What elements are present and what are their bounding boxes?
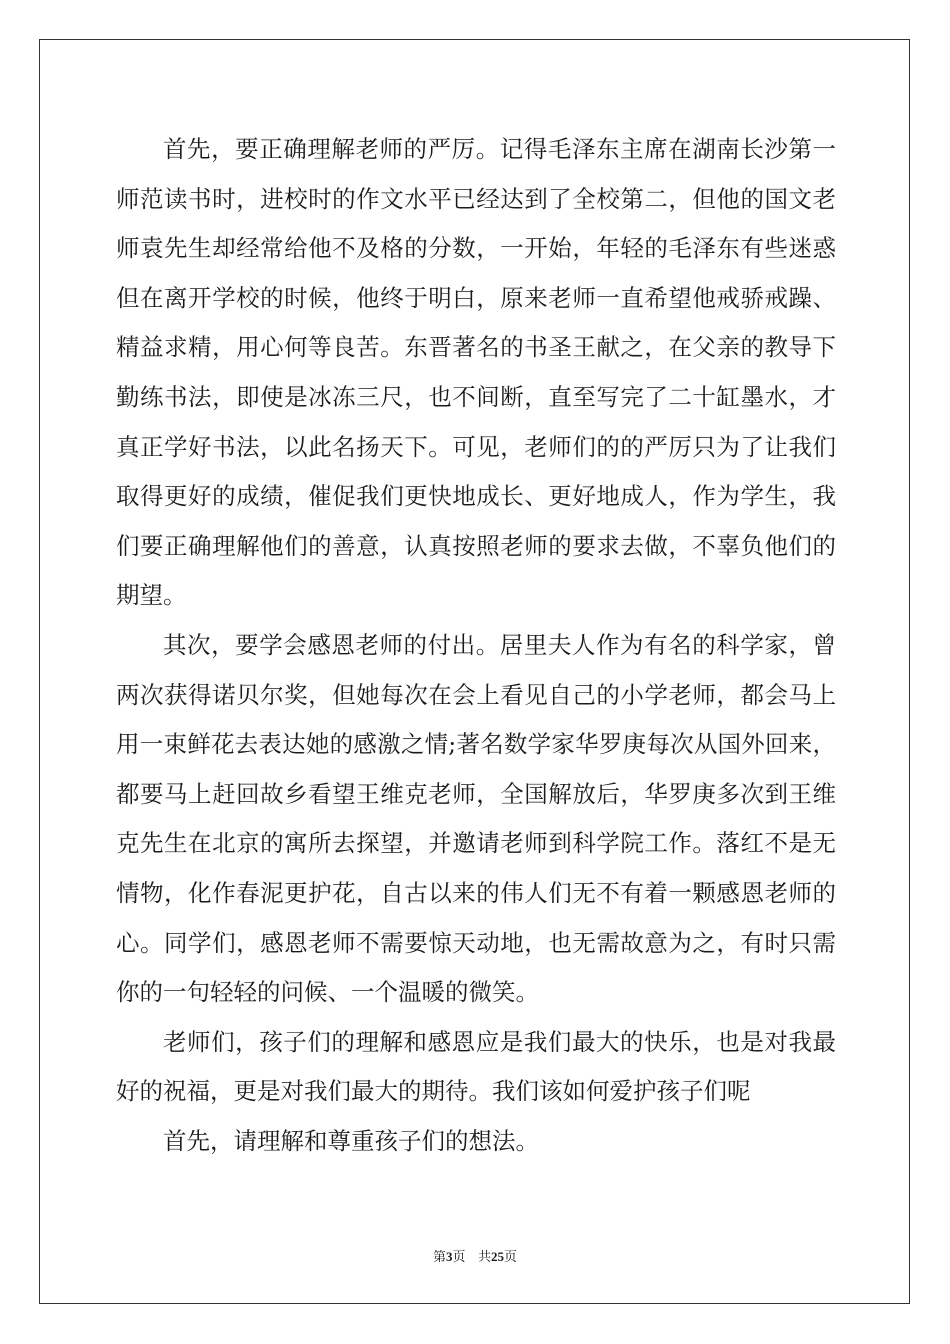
total-prefix: 共: [477, 1250, 491, 1265]
paragraph-1: 首先，要正确理解老师的严厉。记得毛泽东主席在湖南长沙第一师范读书时，进校时的作文水平已经达到了全校第二，但他的国文老师袁先生却经常给他不及格的分数，一开始，年轻的毛泽东有些迷惑但在离开学校的时候，他终于明白，原来老师一直希望他戒骄戒躁、精益求精，用心何等良苦。东晋著名的书圣王献之，在父亲的教导下勤练书法，即使是冰冻三尺，也不间断，直至写完了二十缸墨水，才真正学好书法，以此名扬天下。可见，老师们的的严厉只为了让我们取得更好的成绩，催促我们更快地成长、更好地成人，作为学生，我们要正确理解他们的善意，认真按照老师的要求去做，不辜负他们的期望。: [116, 135, 836, 610]
page-footer: [0, 1246, 950, 1265]
page-number: 3: [446, 1249, 453, 1264]
document-body: [116, 125, 836, 1166]
total-pages: 25: [490, 1249, 504, 1264]
paragraph-3: 老师们，孩子们的理解和感恩应是我们最大的快乐，也是对我最好的祝福，更是对我们最大的期待。我们该如何爱护孩子们呢: [116, 1027, 836, 1106]
total-suffix: 页: [503, 1250, 517, 1265]
paragraph-4: 首先，请理解和尊重孩子们的想法。: [163, 1126, 539, 1155]
page-suffix: 页: [452, 1250, 466, 1265]
paragraph-2: 其次，要学会感恩老师的付出。居里夫人作为有名的科学家，曾两次获得诺贝尔奖，但她每次在会上看见自己的小学老师，都会马上用一束鲜花去表达她的感激之情;著名数学家华罗庚每次从国外回来，都要马上赶回故乡看望王维克老师，全国解放后，华罗庚多次到王维克先生在北京的寓所去探望，并邀请老师到科学院工作。落红不是无情物，化作春泥更护花，自古以来的伟人们无不有着一颗感恩老师的心。同学们，感恩老师不需要惊天动地，也无需故意为之，有时只需你的一句轻轻的问候、一个温暖的微笑。: [116, 630, 836, 1007]
page-prefix: 第: [433, 1250, 447, 1265]
